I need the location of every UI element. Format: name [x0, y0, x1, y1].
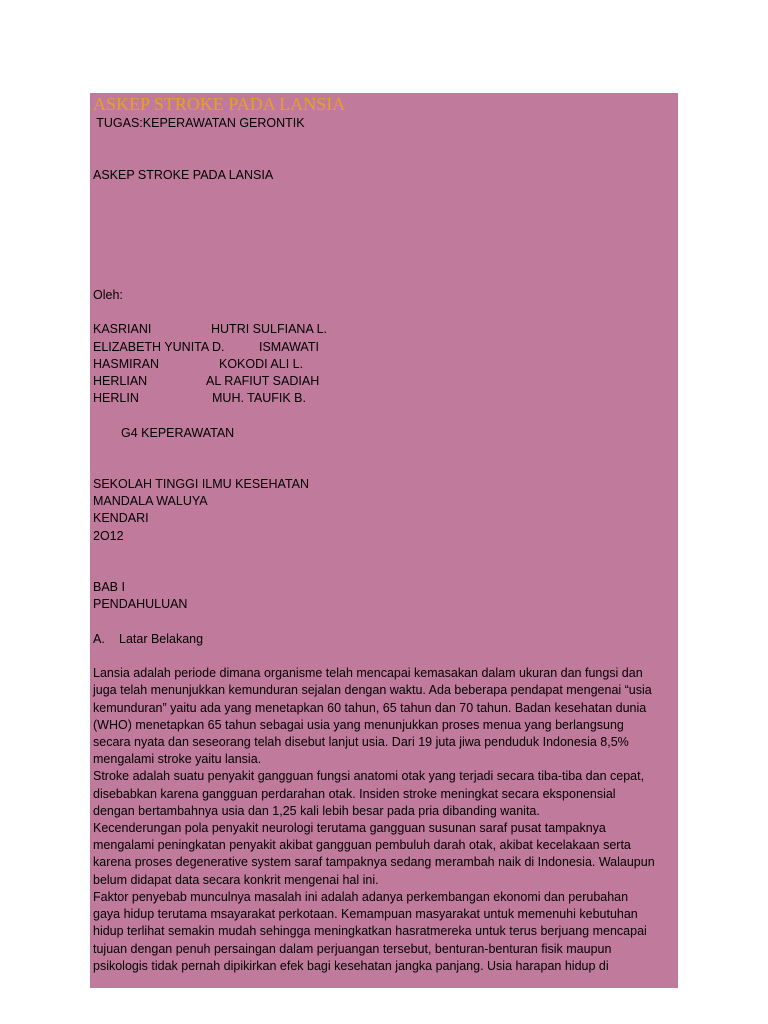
institution-block: [93, 476, 675, 545]
author-left: KASRIANI: [93, 322, 152, 337]
document-panel: [90, 93, 678, 988]
chapter-title: PENDAHULUAN: [93, 597, 188, 612]
body-line: mengalami peningkatan penyakit akibat gangguan pembuluh darah otak, akibat kecelakaan serta: [93, 838, 631, 853]
institution-line: MANDALA WALUYA: [93, 494, 208, 509]
author-right: HUTRI SULFIANA L.: [211, 322, 327, 337]
chapter-number: BAB I: [93, 580, 125, 595]
document-heading: ASKEP STROKE PADA LANSIA: [93, 167, 274, 182]
section-title: Latar Belakang: [119, 631, 204, 646]
oleh-label: Oleh:: [93, 287, 123, 302]
section-letter: A.: [93, 631, 105, 646]
body-line: karena proses degenerative system saraf tampaknya sedang merambah naik di Indonesia. Walaupun: [93, 855, 655, 870]
body-line: Faktor penyebab munculnya masalah ini adalah adanya perkembangan ekonomi dan perubahan: [93, 889, 629, 904]
body-text: [93, 665, 675, 975]
section-heading: [93, 631, 675, 648]
author-right: KOKODI ALI L.: [219, 356, 304, 371]
body-line: (WHO) menetapkan 65 tahun sebagai usia yang menunjukkan proses menua yang berlangsung: [93, 717, 624, 732]
body-line: Lansia adalah periode dimana organisme telah mencapai kemasakan dalam ukuran dan fungsi dan: [93, 666, 643, 681]
body-line: kemunduran” yaitu ada yang menetapkan 60 tahun, 65 tahun dan 70 tahun. Badan kesehatan dunia: [93, 700, 647, 715]
author-right: ISMAWATI: [259, 339, 319, 354]
body-line: belum didapat data secara konkrit mengenai hal ini.: [93, 872, 379, 887]
author-row: [93, 321, 675, 338]
author-row: [93, 390, 675, 407]
author-row: [93, 356, 675, 373]
author-left: HERLIAN: [93, 373, 148, 388]
body-line: disebabkan karena gangguan perdarahan otak. Insiden stroke meningkat secara eksponensial: [93, 786, 616, 801]
body-line: secara nyata dan seseorang telah disebut lanjut usia. Dari 19 juta jiwa penduduk Indonesia 8,5%: [93, 735, 629, 750]
document-subtitle: TUGAS:KEPERAWATAN GERONTIK: [93, 116, 305, 130]
institution-line: SEKOLAH TINGGI ILMU KESEHATAN: [93, 477, 310, 492]
author-right: MUH. TAUFIK B.: [212, 391, 306, 406]
body-line: Stroke adalah suatu penyakit gangguan fungsi anatomi otak yang terjadi secara tiba-tiba dan cepat,: [93, 769, 645, 784]
body-line: juga telah menunjukkan kemunduran sejalan dengan waktu. Ada beberapa pendapat mengenai “usia: [93, 683, 652, 698]
author-left: HERLIN: [93, 391, 139, 406]
author-right: AL RAFIUT SADIAH: [206, 373, 320, 388]
institution-line: KENDARI: [93, 511, 149, 526]
body-line: mengalami stroke yaitu lansia.: [93, 752, 262, 767]
body-line: tujuan dengan penuh persaingan dalam perjuangan tersebut, benturan-benturan fisik maupun: [93, 941, 612, 956]
author-list: [93, 321, 675, 407]
document-title: ASKEP STROKE PADA LANSIA: [93, 94, 346, 114]
author-row: [93, 373, 675, 390]
author-left: ELIZABETH YUNITA D.: [93, 339, 225, 354]
group-label: G4 KEPERAWATAN: [121, 425, 235, 440]
body-line: hidup terlihat semakin mudah sehingga meningkatkan hasratmereka untuk terus berjuang mencapai: [93, 924, 647, 939]
institution-line: 2O12: [93, 528, 124, 543]
document-content: [93, 93, 675, 975]
body-line: Kecenderungan pola penyakit neurologi terutama gangguan susunan saraf pusat tampaknya: [93, 821, 606, 836]
author-left: HASMIRAN: [93, 356, 159, 371]
body-line: gaya hidup terutama msayarakat perkotaan. Kemampuan masyarakat untuk memenuhi kebutuhan: [93, 907, 638, 922]
author-row: [93, 339, 675, 356]
body-line: psikologis tidak pernah dipikirkan efek bagi kesehatan jangka panjang. Usia harapan hidup di: [93, 958, 609, 973]
body-line: dengan bertambahnya usia dan 1,25 kali lebih besar pada pria dibanding wanita.: [93, 803, 540, 818]
